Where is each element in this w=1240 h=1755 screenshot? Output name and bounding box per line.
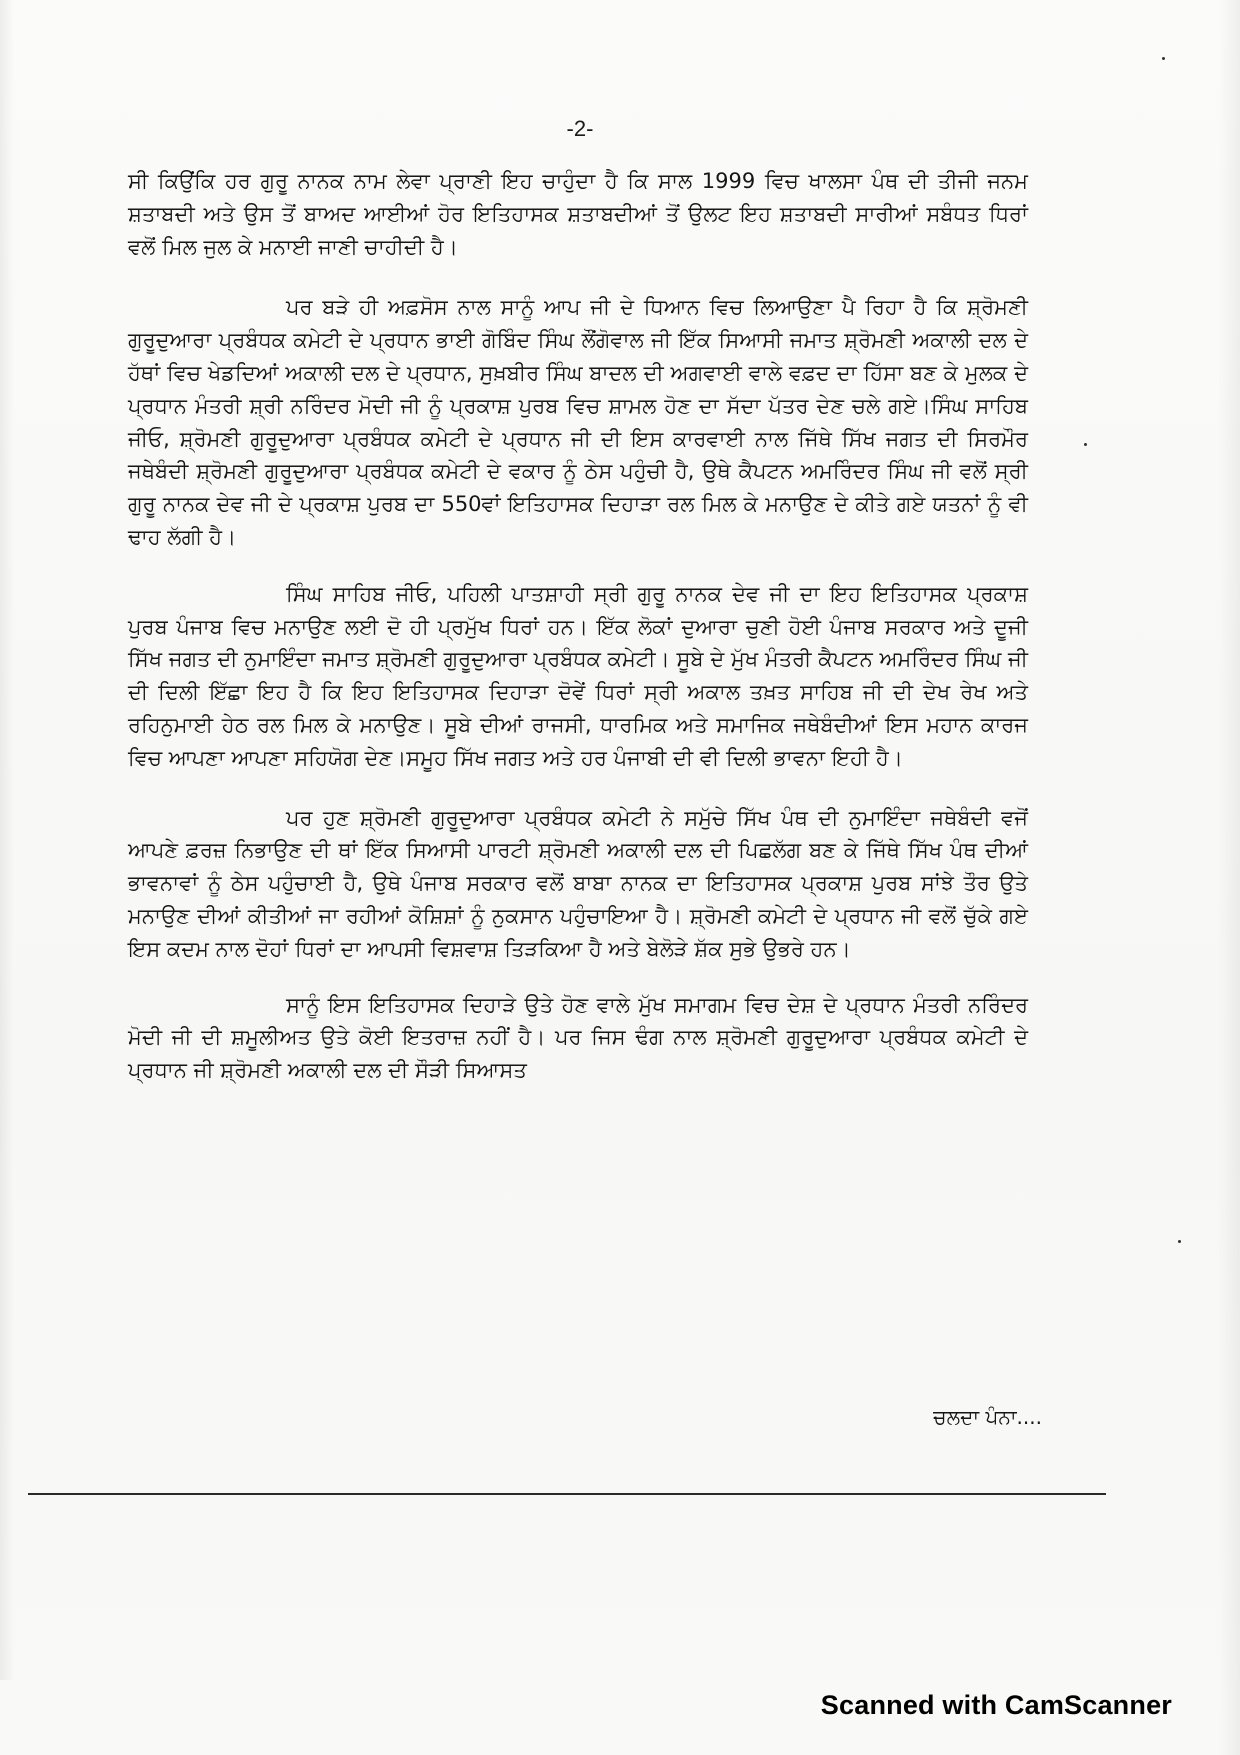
camscanner-watermark: Scanned with CamScanner <box>820 1690 1172 1720</box>
letter-body <box>128 165 1028 1087</box>
paragraph-3: ਸਿੰਘ ਸਾਹਿਬ ਜੀਓ, ਪਹਿਲੀ ਪਾਤਸ਼ਾਹੀ ਸ੍ਰੀ ਗੁਰੂ ਨਾਨਕ ਦੇਵ ਜੀ ਦਾ ਇਹ ਇਤਿਹਾਸਕ ਪ੍ਰਕਾਸ਼ ਪੁਰਬ ਪੰਜਾਬ ਵਿਚ ਮਨਾਉਣ ਲਈ ਦੋ ਹੀ ਪ੍ਰਮੁੱਖ ਧਿਰਾਂ ਹਨ। ਇੱਕ ਲੋਕਾਂ ਦੁਆਰਾ ਚੁਣੀ ਹੋਈ ਪੰਜਾਬ ਸਰਕਾਰ ਅਤੇ ਦੂਜੀ ਸਿੱਖ ਜਗਤ ਦੀ ਨੁਮਾਇੰਦਾ ਜਮਾਤ ਸ਼੍ਰੋਮਣੀ ਗੁਰੂਦੁਆਰਾ ਪ੍ਰਬੰਧਕ ਕਮੇਟੀ। ਸੂਬੇ ਦੇ ਮੁੱਖ ਮੰਤਰੀ ਕੈਪਟਨ ਅਮਰਿੰਦਰ ਸਿੰਘ ਜੀ ਦੀ ਦਿਲੀ ਇੱਛਾ ਇਹ ਹੈ ਕਿ ਇਹ ਇਤਿਹਾਸਕ ਦਿਹਾੜਾ ਦੋਵੇਂ ਧਿਰਾਂ ਸ੍ਰੀ ਅਕਾਲ ਤਖ਼ਤ ਸਾਹਿਬ ਜੀ ਦੀ ਦੇਖ ਰੇਖ ਅਤੇ ਰਹਿਨੁਮਾਈ ਹੇਠ ਰਲ ਮਿਲ ਕੇ ਮਨਾਉਣ। ਸੂਬੇ ਦੀਆਂ ਰਾਜਸੀ, ਧਾਰਮਿਕ ਅਤੇ ਸਮਾਜਿਕ ਜਥੇਬੰਦੀਆਂ ਇਸ ਮਹਾਨ ਕਾਰਜ ਵਿਚ ਆਪਣਾ ਆਪਣਾ ਸਹਿਯੋਗ ਦੇਣ।ਸਮੂਹ ਸਿੱਖ ਜਗਤ ਅਤੇ ਹਰ ਪੰਜਾਬੀ ਦੀ ਵੀ ਦਿਲੀ ਭਾਵਨਾ ਇਹੀ ਹੈ। <box>128 581 1028 770</box>
scan-speck <box>1162 57 1165 60</box>
continued-label: ਚਲਦਾ ਪੰਨਾ.... <box>933 1405 1042 1429</box>
page-number: -2- <box>566 116 594 141</box>
paragraph-2: ਪਰ ਬੜੇ ਹੀ ਅਫ਼ਸੋਸ ਨਾਲ ਸਾਨੂੰ ਆਪ ਜੀ ਦੇ ਧਿਆਨ ਵਿਚ ਲਿਆਉਣਾ ਪੈ ਰਿਹਾ ਹੈ ਕਿ ਸ਼੍ਰੋਮਣੀ ਗੁਰੂਦੁਆਰਾ ਪ੍ਰਬੰਧਕ ਕਮੇਟੀ ਦੇ ਪ੍ਰਧਾਨ ਭਾਈ ਗੋਬਿੰਦ ਸਿੰਘ ਲੌਂਗੋਵਾਲ ਜੀ ਇੱਕ ਸਿਆਸੀ ਜਮਾਤ ਸ਼੍ਰੋਮਣੀ ਅਕਾਲੀ ਦਲ ਦੇ ਹੱਥਾਂ ਵਿਚ ਖੇਡਦਿਆਂ ਅਕਾਲੀ ਦਲ ਦੇ ਪ੍ਰਧਾਨ, ਸੁਖ਼ਬੀਰ ਸਿੰਘ ਬਾਦਲ ਦੀ ਅਗਵਾਈ ਵਾਲੇ ਵਫ਼ਦ ਦਾ ਹਿੱਸਾ ਬਣ ਕੇ ਮੁਲਕ ਦੇ ਪ੍ਰਧਾਨ ਮੰਤਰੀ ਸ਼੍ਰੀ ਨਰਿੰਦਰ ਮੋਦੀ ਜੀ ਨੂੰ ਪ੍ਰਕਾਸ਼ ਪੁਰਬ ਵਿਚ ਸ਼ਾਮਲ ਹੋਣ ਦਾ ਸੱਦਾ ਪੱਤਰ ਦੇਣ ਚਲੇ ਗਏ।ਸਿੰਘ ਸਾਹਿਬ ਜੀਓ, ਸ਼੍ਰੋਮਣੀ ਗੁਰੂਦੁਆਰਾ ਪ੍ਰਬੰਧਕ ਕਮੇਟੀ ਦੇ ਪ੍ਰਧਾਨ ਜੀ ਦੀ ਇਸ ਕਾਰਵਾਈ ਨਾਲ ਜਿੱਥੇ ਸਿੱਖ ਜਗਤ ਦੀ ਸਿਰਮੌਰ ਜਥੇਬੰਦੀ ਸ਼੍ਰੋਮਣੀ ਗੁਰੂਦੁਆਰਾ ਪ੍ਰਬੰਧਕ ਕਮੇਟੀ ਦੇ ਵਕਾਰ ਨੂੰ ਠੇਸ ਪਹੁੰਚੀ ਹੈ, ਉਥੇ ਕੈਪਟਨ ਅਮਰਿੰਦਰ ਸਿੰਘ ਜੀ ਵਲੋਂ ਸ੍ਰੀ ਗੁਰੂ ਨਾਨਕ ਦੇਵ ਜੀ ਦੇ ਪ੍ਰਕਾਸ਼ ਪੁਰਬ ਦਾ 550ਵਾਂ ਇਤਿਹਾਸਕ ਦਿਹਾੜਾ ਰਲ ਮਿਲ ਕੇ ਮਨਾਉਣ ਦੇ ਕੀਤੇ ਗਏ ਯਤਨਾਂ ਨੂੰ ਵੀ ਢਾਹ ਲੱਗੀ ਹੈ। <box>128 295 1028 549</box>
paragraph-4: ਪਰ ਹੁਣ ਸ਼੍ਰੋਮਣੀ ਗੁਰੂਦੁਆਰਾ ਪ੍ਰਬੰਧਕ ਕਮੇਟੀ ਨੇ ਸਮੁੱਚੇ ਸਿੱਖ ਪੰਥ ਦੀ ਨੁਮਾਇੰਦਾ ਜਥੇਬੰਦੀ ਵਜੋਂ ਆਪਣੇ ਫ਼ਰਜ਼ ਨਿਭਾਉਣ ਦੀ ਥਾਂ ਇੱਕ ਸਿਆਸੀ ਪਾਰਟੀ ਸ਼੍ਰੋਮਣੀ ਅਕਾਲੀ ਦਲ ਦੀ ਪਿਛਲੱਗ ਬਣ ਕੇ ਜਿੱਥੇ ਸਿੱਖ ਪੰਥ ਦੀਆਂ ਭਾਵਨਾਵਾਂ ਨੂੰ ਠੇਸ ਪਹੁੰਚਾਈ ਹੈ, ਉਥੇ ਪੰਜਾਬ ਸਰਕਾਰ ਵਲੋਂ ਬਾਬਾ ਨਾਨਕ ਦਾ ਇਤਿਹਾਸਕ ਪ੍ਰਕਾਸ਼ ਪੁਰਬ ਸਾਂਝੇ ਤੌਰ ਉਤੇ ਮਨਾਉਣ ਦੀਆਂ ਕੀਤੀਆਂ ਜਾ ਰਹੀਆਂ ਕੋਸ਼ਿਸ਼ਾਂ ਨੂੰ ਨੁਕਸਾਨ ਪਹੁੰਚਾਇਆ ਹੈ। ਸ਼੍ਰੋਮਣੀ ਕਮੇਟੀ ਦੇ ਪ੍ਰਧਾਨ ਜੀ ਵਲੋਂ ਚੁੱਕੇ ਗਏ ਇਸ ਕਦਮ ਨਾਲ ਦੋਹਾਂ ਧਿਰਾਂ ਦਾ ਆਪਸੀ ਵਿਸ਼ਵਾਸ਼ ਤਿੜਕਿਆ ਹੈ ਅਤੇ ਬੇਲੋੜੇ ਸ਼ੱਕ ਸੁਭੇ ਉਭਰੇ ਹਨ। <box>128 805 1028 961</box>
scan-speck <box>1178 1240 1181 1243</box>
footer-rule <box>28 1493 1106 1495</box>
left-edge-shadow <box>0 0 14 1680</box>
scan-speck <box>1084 443 1087 446</box>
right-edge-shadow <box>1218 0 1240 1755</box>
paragraph-5: ਸਾਨੂੰ ਇਸ ਇਤਿਹਾਸਕ ਦਿਹਾੜੇ ਉਤੇ ਹੋਣ ਵਾਲੇ ਮੁੱਖ ਸਮਾਗਮ ਵਿਚ ਦੇਸ਼ ਦੇ ਪ੍ਰਧਾਨ ਮੰਤਰੀ ਨਰਿੰਦਰ ਮੋਦੀ ਜੀ ਦੀ ਸ਼ਮੂਲੀਅਤ ਉਤੇ ਕੋਈ ਇਤਰਾਜ਼ ਨਹੀਂ ਹੈ। ਪਰ ਜਿਸ ਢੰਗ ਨਾਲ ਸ਼੍ਰੋਮਣੀ ਗੁਰੂਦੁਆਰਾ ਪ੍ਰਬੰਧਕ ਕਮੇਟੀ ਦੇ ਪ੍ਰਧਾਨ ਜੀ ਸ਼੍ਰੋਮਣੀ ਅਕਾਲੀ ਦਲ ਦੀ ਸੌੜੀ ਸਿਆਸਤ <box>128 992 1028 1083</box>
paragraph-1: ਸੀ ਕਿਉਂਕਿ ਹਰ ਗੁਰੂ ਨਾਨਕ ਨਾਮ ਲੇਵਾ ਪ੍ਰਾਣੀ ਇਹ ਚਾਹੁੰਦਾ ਹੈ ਕਿ ਸਾਲ 1999 ਵਿਚ ਖਾਲਸਾ ਪੰਥ ਦੀ ਤੀਜੀ ਜਨਮ ਸ਼ਤਾਬਦੀ ਅਤੇ ਉਸ ਤੋਂ ਬਾਅਦ ਆਈਆਂ ਹੋਰ ਇਤਿਹਾਸਕ ਸ਼ਤਾਬਦੀਆਂ ਤੋਂ ਉਲਟ ਇਹ ਸ਼ਤਾਬਦੀ ਸਾਰੀਆਂ ਸਬੰਧਤ ਧਿਰਾਂ ਵਲੋਂ ਮਿਲ ਜੁਲ ਕੇ ਮਨਾਈ ਜਾਣੀ ਚਾਹੀਦੀ ਹੈ। <box>128 169 1028 259</box>
